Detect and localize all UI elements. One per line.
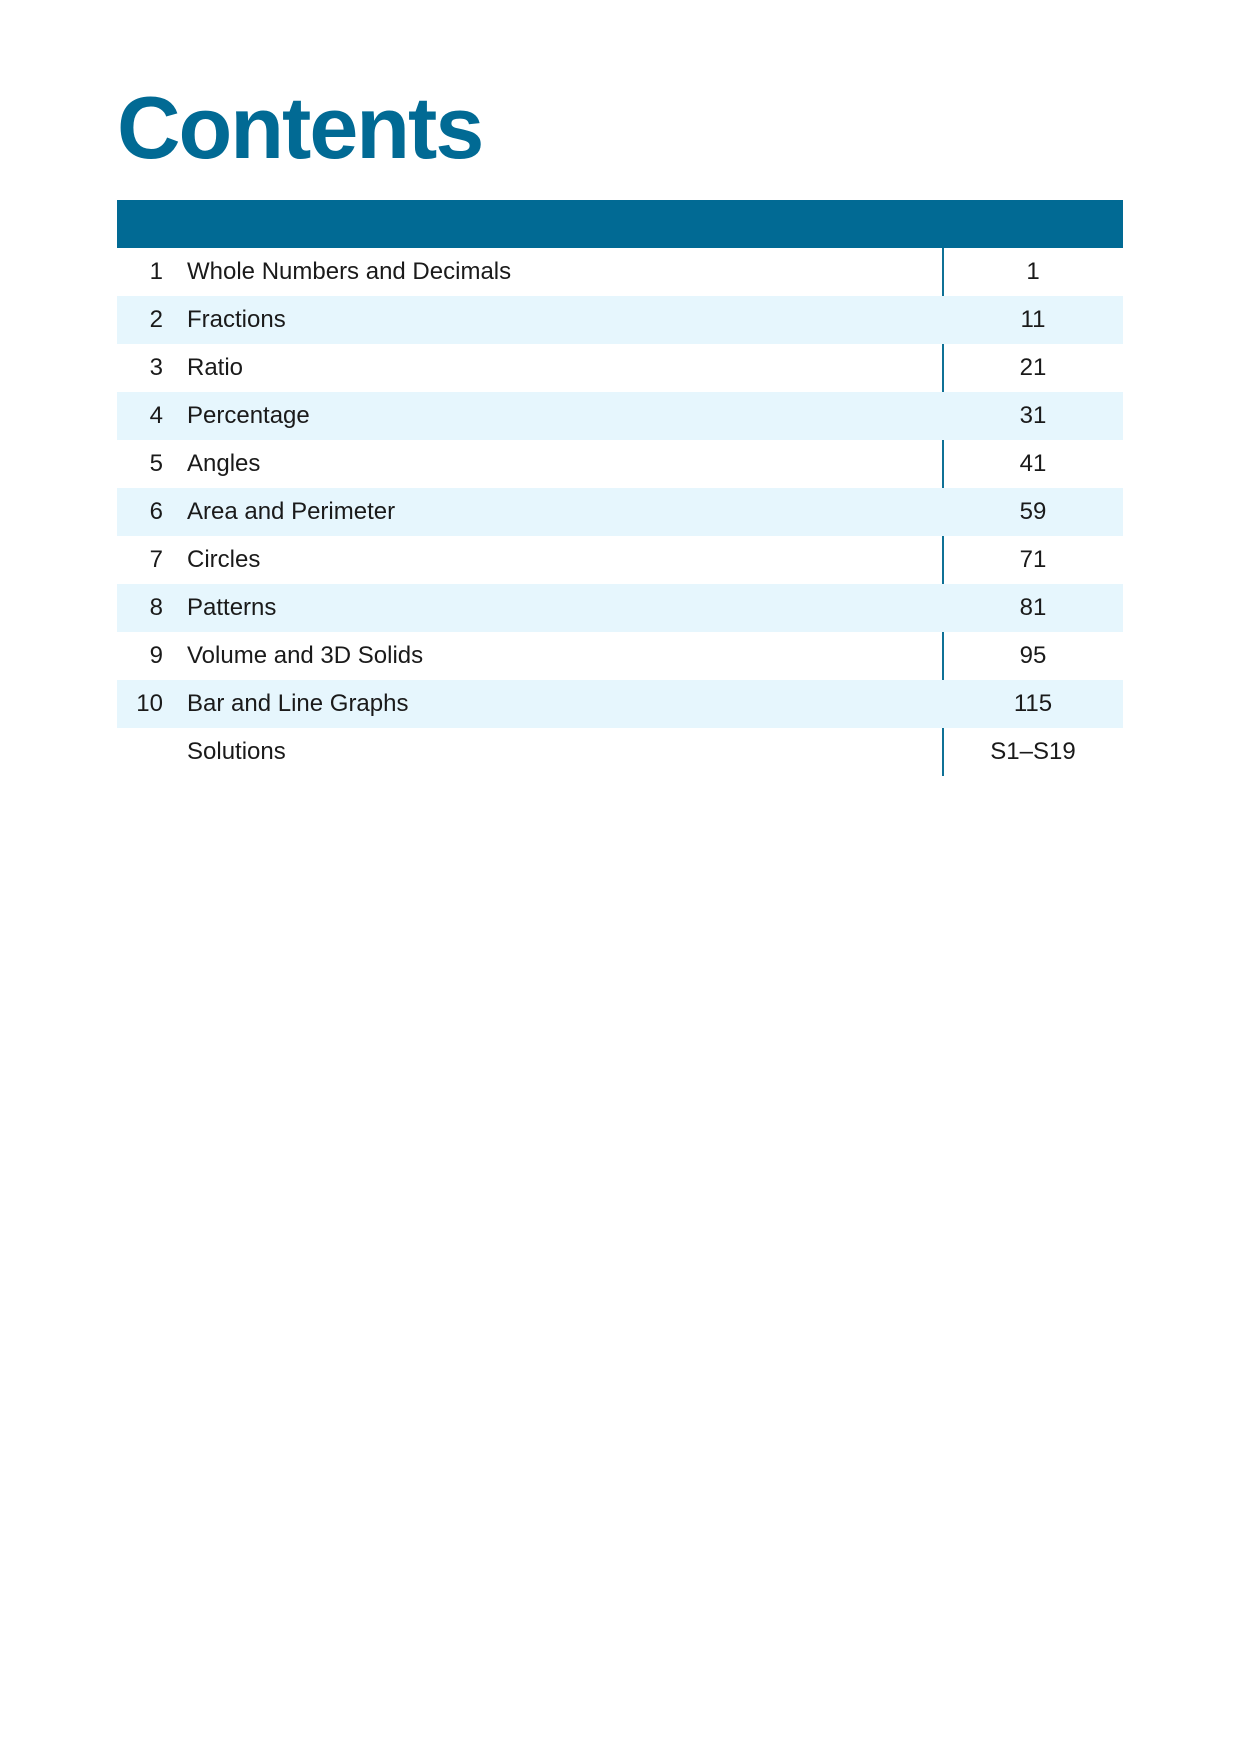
toc-row[interactable] (117, 632, 1123, 680)
page-number: 1 (1026, 258, 1040, 285)
toc-row-solutions[interactable] (117, 728, 1123, 776)
page-number: 95 (1019, 642, 1047, 669)
toc-row[interactable] (117, 488, 1123, 536)
chapter-number: 9 (149, 642, 163, 669)
contents-table-body (117, 248, 1123, 776)
page-title: Contents (117, 78, 483, 177)
page-number: 11 (1020, 306, 1046, 333)
page-number: 59 (1019, 498, 1047, 525)
chapter-title: Percentage (187, 402, 310, 429)
contents-table-header-bar (117, 200, 1123, 248)
chapter-title: Circles (187, 546, 261, 573)
toc-row[interactable] (117, 248, 1123, 296)
chapter-number: 1 (149, 258, 163, 285)
page-number: 31 (1019, 402, 1047, 429)
toc-row[interactable] (117, 440, 1123, 488)
chapter-number: 7 (149, 546, 163, 573)
toc-row[interactable] (117, 392, 1123, 440)
chapter-number: 8 (149, 594, 163, 621)
page-number: 41 (1019, 450, 1047, 477)
chapter-number: 2 (149, 306, 163, 333)
chapter-number: 4 (149, 402, 163, 429)
chapter-number: 3 (149, 354, 163, 381)
chapter-title: Ratio (187, 354, 244, 381)
chapter-number: 6 (149, 498, 163, 525)
page-number: 21 (1019, 354, 1047, 381)
toc-row[interactable] (117, 680, 1123, 728)
chapter-title: Volume and 3D Solids (187, 642, 424, 669)
page-number: S1–S19 (990, 738, 1076, 765)
chapter-title: Patterns (187, 594, 277, 621)
toc-row[interactable] (117, 344, 1123, 392)
chapter-title: Fractions (187, 306, 286, 333)
page-number: 115 (1013, 690, 1053, 717)
chapter-title: Angles (187, 450, 261, 477)
chapter-number: 10 (136, 690, 163, 717)
chapter-title: Bar and Line Graphs (187, 690, 409, 717)
chapter-title: Area and Perimeter (187, 498, 396, 525)
chapter-title: Solutions (187, 738, 286, 765)
contents-table (117, 200, 1123, 776)
chapter-title: Whole Numbers and Decimals (187, 258, 512, 285)
page-number: 71 (1019, 546, 1047, 573)
toc-row[interactable] (117, 584, 1123, 632)
toc-row[interactable] (117, 296, 1123, 344)
toc-row[interactable] (117, 536, 1123, 584)
chapter-number: 5 (149, 450, 163, 477)
page-number: 81 (1019, 594, 1047, 621)
